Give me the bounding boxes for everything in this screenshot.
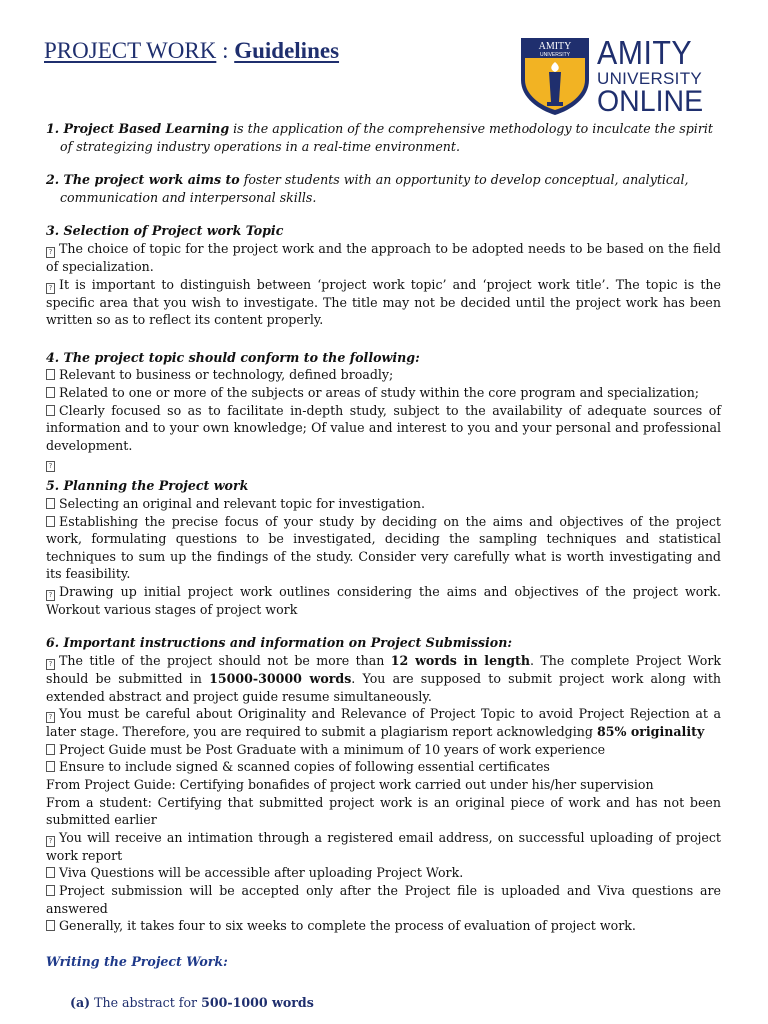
box-bullet-icon [46,498,55,509]
box-bullet-icon [46,885,55,896]
box-bullet-icon [46,744,55,755]
page-title [44,38,339,64]
box-bullet-icon [46,387,55,398]
box-bullet-icon [46,920,55,931]
list-item: Ensure to include signed & scanned copies of following essential certificates [46,758,721,776]
list-item: Relevant to business or technology, defined broadly; [46,366,721,384]
box-bullet-icon: ? [46,283,55,294]
box-bullet-icon [46,867,55,878]
shield-icon [519,36,591,116]
abstract-text: The abstract for [90,995,202,1011]
box-bullet-icon: ? [46,247,55,258]
box-bullet-icon [46,405,55,416]
logo-wordmark [597,36,709,117]
section-1 [46,120,721,155]
logo-line3: ONLINE [597,85,704,118]
list-item: ? Drawing up initial project work outlines considering the aims and objectives of the project work. Workout various stages of project work [46,583,721,617]
list-item: ? You will receive an intimation through a registered email address, on successful uploading of project work report [46,829,721,863]
box-bullet-icon: ? [46,659,55,670]
list-item: Establishing the precise focus of your study by deciding on the aims and objectives of the project work, formulating questions to be investigated, deciding the sampling techniques and statistical techniques to sum up the findings of the study. Consider very carefully what is worth investigating and its feasibility. [46,513,721,582]
empty-list-item [46,454,721,472]
section-2-lead: 2. The project work aims to [46,172,240,188]
title-main: PROJECT WORK [44,38,217,63]
section-1-text: is the application of the comprehensive methodology to inculcate the spirit of strategizing industry operations in a real-time environment. [60,121,713,154]
section-6-heading: 6. Important instructions and information on Project Submission: [46,635,513,651]
section-2 [46,171,721,206]
section-3-heading: 3. Selection of Project work Topic [46,223,284,239]
abstract-label: (a) [70,995,91,1011]
box-bullet-icon: ? [46,836,55,847]
list-item: Project Guide must be Post Graduate with a minimum of 10 years of work experience [46,741,721,759]
section-1-lead: 1. Project Based Learning [46,121,230,136]
shield-text-bottom: UNIVERSITY [539,52,571,58]
list-item: ? It is important to distinguish between ‘project work topic’ and ‘project work title’. The topic is the specific area that you wish to investigate. The title may not be decided until the project work has been written so as to reflect its content properly. [46,276,721,328]
logo-line1: AMITY [597,34,693,71]
title-separator: : [216,38,235,63]
writing-heading: Writing the Project Work: [46,953,228,969]
box-bullet-icon: ? [46,461,55,472]
section-5-heading: 5. Planning the Project work [46,478,249,494]
amity-logo [519,36,724,116]
list-item: Project submission will be accepted only after the Project file is uploaded and Viva questions are answered [46,883,721,916]
abstract-words: 500-1000 words [201,995,314,1011]
list-item: From Project Guide: Certifying bonafides of project work carried out under his/her supervision [46,777,654,793]
section-2-text: foster students with an opportunity to develop conceptual, analytical, communication and interpersonal skills. [60,172,689,205]
box-bullet-icon [46,516,55,527]
list-item: Selecting an original and relevant topic for investigation. [46,495,721,513]
document-body [46,120,721,1012]
list-item: ? The choice of topic for the project work and the approach to be adopted needs to be based on the field of specialization. [46,240,721,274]
list-item: Viva Questions will be accessible after uploading Project Work. [46,864,721,882]
list-item: From a student: Certifying that submitted project work is an original piece of work and has not been submitted earlier [46,794,721,828]
box-bullet-icon: ? [46,712,55,723]
shield-text-top: AMITY [538,41,572,52]
logo-line2: UNIVERSITY [597,69,703,88]
abstract-item [46,994,721,1012]
box-bullet-icon [46,369,55,380]
box-bullet-icon [46,761,55,772]
list-item: ? The title of the project should not be more than 12 words in length. The complete Project Work should be submitted in 15000-30000 words. You are supposed to submit project work along with extended abstract and project guide resume simultaneously. [46,653,722,704]
list-item: Generally, it takes four to six weeks to complete the process of evaluation of project work. [46,917,721,935]
box-bullet-icon: ? [46,590,55,601]
list-item: ? You must be careful about Originality and Relevance of Project Topic to avoid Project Rejection at a later stage. Therefore, you are required to submit a plagiarism report acknowledging 85% originality [46,706,721,740]
title-sub: Guidelines [234,38,340,63]
list-item: Clearly focused so as to facilitate in-depth study, subject to the availability of adequate sources of information and to your own knowledge; Of value and interest to you and your personal and professional development. [46,402,721,453]
list-item: Related to one or more of the subjects or areas of study within the core program and specialization; [46,384,721,402]
section-4-heading: 4. The project topic should conform to the following: [46,349,420,365]
